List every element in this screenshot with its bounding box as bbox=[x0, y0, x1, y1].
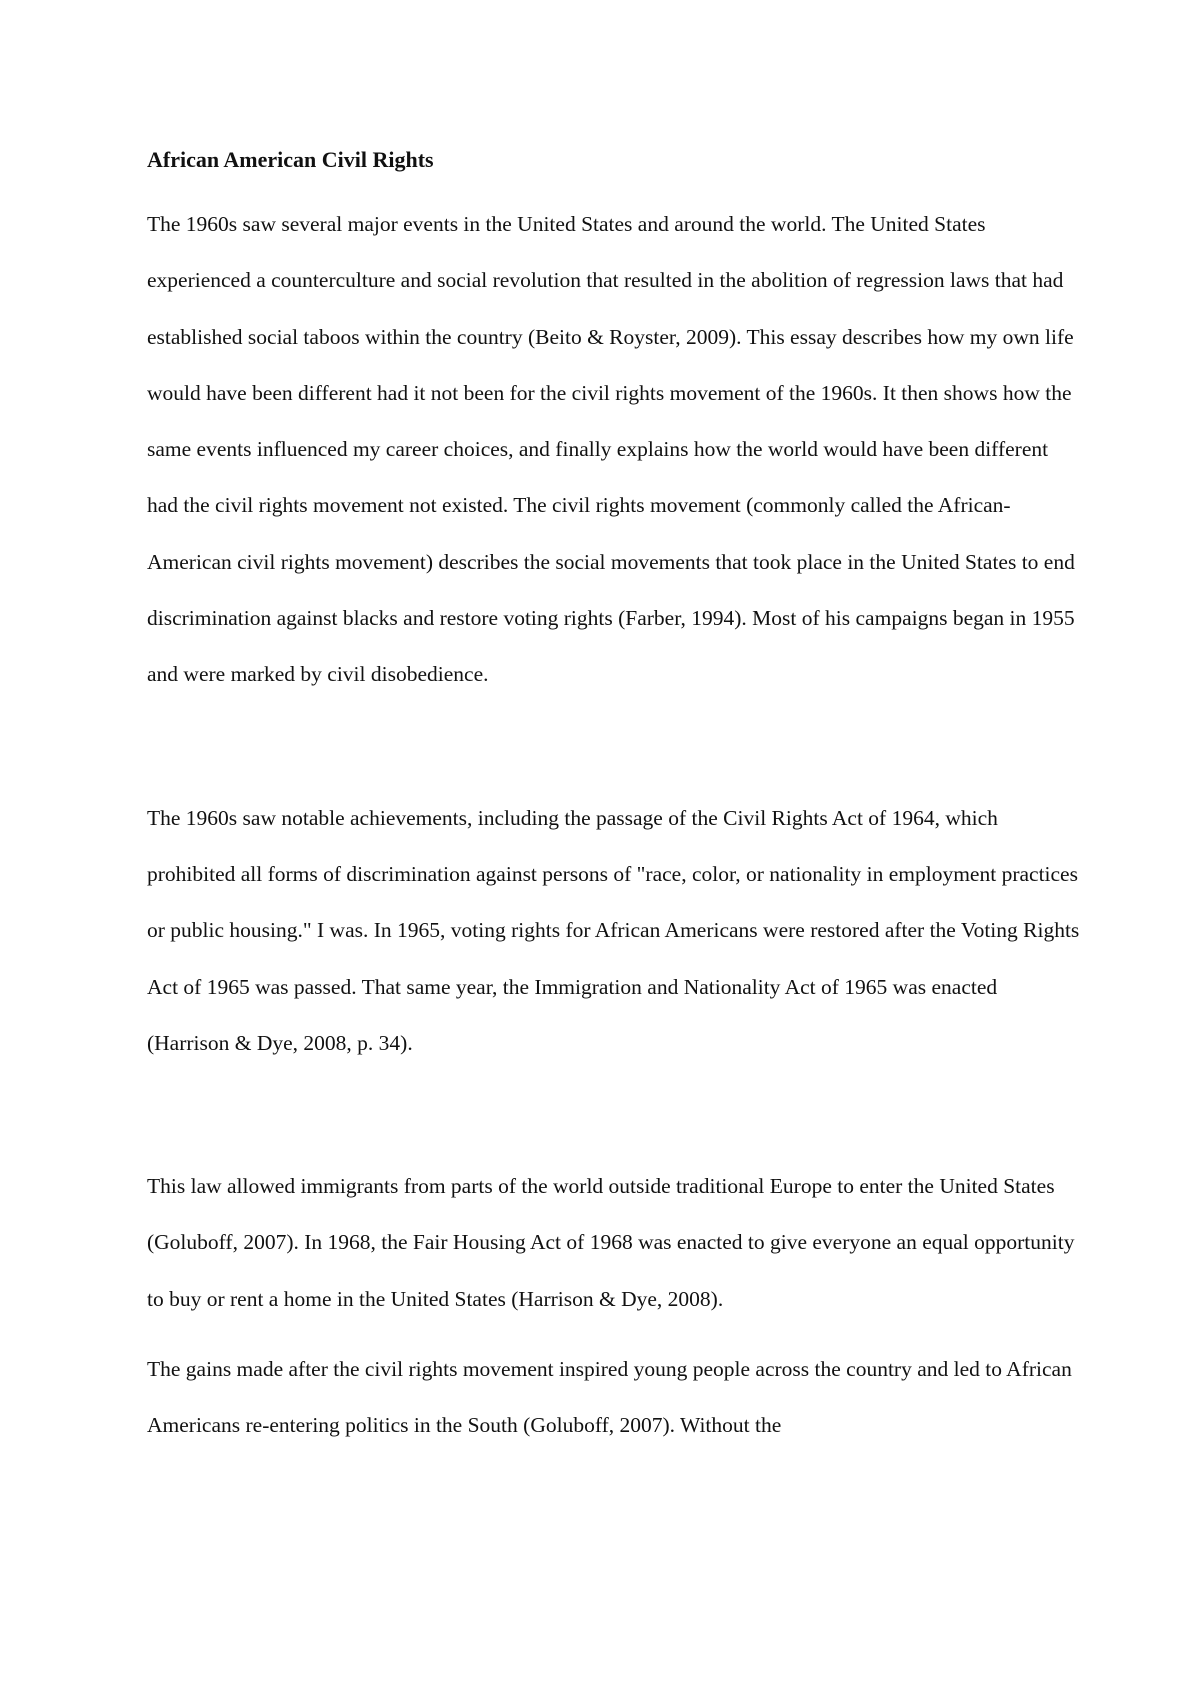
paragraph-politics: The gains made after the civil rights movement inspired young people across the country and led to African Americans re-entering politics in the South (Goluboff, 2007). Without the bbox=[147, 1357, 1072, 1438]
paragraph-achievements: The 1960s saw notable achievements, including the passage of the Civil Rights Act of 1964, which prohibited all forms of discrimination against persons of "race, color, or nationality in employment practices or public housing." I was. In 1965, voting rights for African Americans were restored after the Voting Rights Act of 1965 was passed. That same year, the Immigration and Nationality Act of 1965 was enacted (Harrison & Dye, 2008, p. 34). bbox=[147, 805, 1080, 1055]
document-body bbox=[147, 140, 1082, 1454]
document-title: African American Civil Rights bbox=[147, 147, 434, 172]
paragraph-immigration-housing: This law allowed immigrants from parts of the world outside traditional Europe to enter the United States (Goluboff, 2007). In 1968, the Fair Housing Act of 1968 was enacted to give everyone an equal opportunity to buy or rent a home in the United States (Harrison & Dye, 2008). bbox=[147, 1174, 1075, 1311]
paragraph-introduction: The 1960s saw several major events in the United States and around the world. The United States experienced a counterculture and social revolution that resulted in the abolition of regression laws that had established social taboos within the country (Beito & Royster, 2009). This essay describes how my own life would have been different had it not been for the civil rights movement of the 1960s. It then shows how the same events influenced my career choices, and finally explains how the world would have been different had the civil rights movement not existed. The civil rights movement (commonly called the African-American civil rights movement) describes the social movements that took place in the United States to end discrimination against blacks and restore voting rights (Farber, 1994). Most of his campaigns began in 1955 and were marked by civil disobedience. bbox=[147, 212, 1075, 687]
